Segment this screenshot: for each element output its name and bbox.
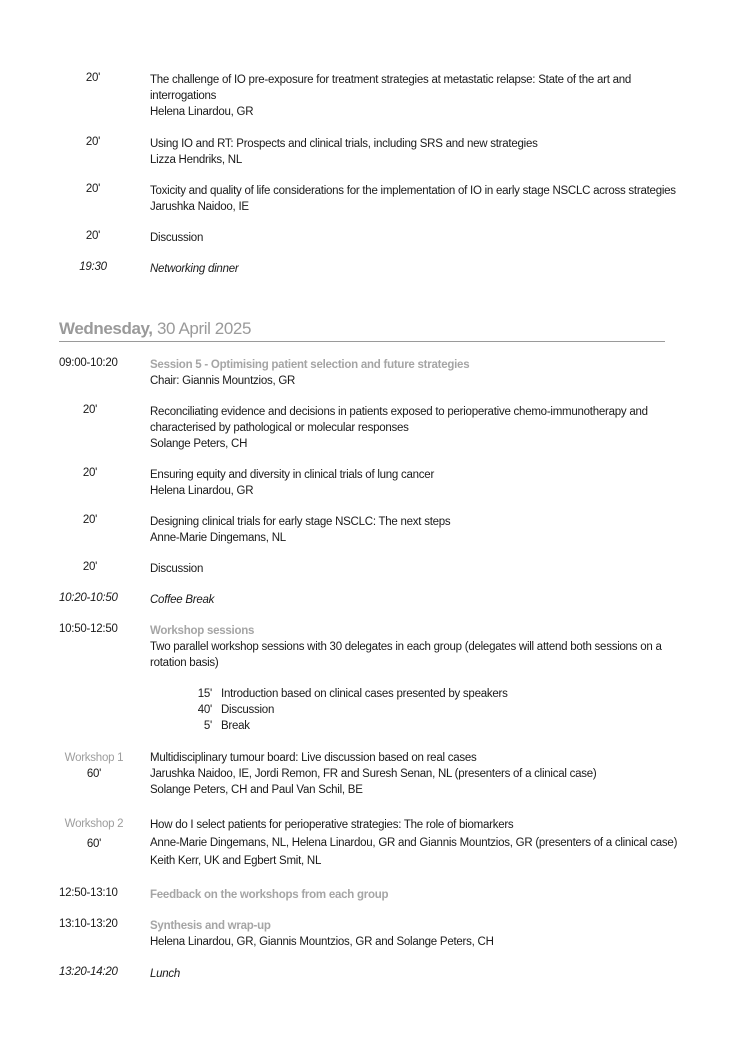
workshop-topic: How do I select patients for perioperative strategies: The role of biomarkers [150,819,514,831]
item-duration: 20' [82,467,98,479]
session-time: 09:00-10:20 [59,357,118,369]
schedule-minutes: 15' [197,688,212,700]
workshop-sessions [150,623,670,671]
day-date: 30 April 2025 [152,319,252,338]
dinner-time: 19:30 [79,261,107,273]
workshop-number: Workshop 2 [64,818,124,830]
agenda-item [150,467,670,499]
item-duration: 20' [82,514,98,526]
feedback-time: 12:50-13:10 [59,887,118,899]
workshop-number: Workshop 1 [64,752,124,764]
item-duration: 20' [82,561,98,573]
schedule-row [193,702,508,718]
discussion-label: Discussion [150,563,204,575]
synthesis-title: Synthesis and wrap-up [150,920,271,932]
speaker: Helena Linardou, GR [150,485,254,497]
synthesis [150,918,670,950]
schedule-label: Discussion [221,704,275,716]
day-name: Wednesday, [59,319,153,338]
talk-title-cont: interrogations [150,90,217,102]
agenda-item [150,183,676,215]
coffee-label: Coffee Break [150,594,215,606]
agenda-item [150,230,670,246]
synthesis-speakers: Helena Linardou, GR, Giannis Mountzios, GR and Solange Peters, CH [150,936,494,948]
item-duration: 20' [85,183,101,195]
speaker: Solange Peters, CH [150,438,248,450]
workshop-moderators: Solange Peters, CH and Paul Van Schil, BE [150,784,363,796]
feedback-title: Feedback on the workshops from each group [150,889,389,901]
workshop-desc: Two parallel workshop sessions with 30 delegates in each group (delegates will attend both sessions on a [150,641,662,653]
workshop-1 [150,750,670,798]
workshop-topic: Multidisciplinary tumour board: Live discussion based on real cases [150,752,477,764]
workshop-desc-cont: rotation basis) [150,657,219,669]
item-duration: 20' [85,136,101,148]
schedule-label: Introduction based on clinical cases presented by speakers [221,688,508,700]
schedule-row [193,718,508,734]
speaker: Jarushka Naidoo, IE [150,201,249,213]
speaker: Helena Linardou, GR [150,106,254,118]
session-title: Session 5 - Optimising patient selection and future strategies [150,359,470,371]
schedule-label: Break [221,720,250,732]
workshop-1-label [59,750,129,782]
agenda-item [150,404,670,452]
item-duration: 20' [85,72,101,84]
discussion-label: Discussion [150,232,204,244]
speaker: Lizza Hendriks, NL [150,154,243,166]
schedule-minutes: 5' [203,720,212,732]
item-duration: 20' [82,404,98,416]
workshop-schedule [193,686,508,734]
lunch-time: 13:20-14:20 [59,966,118,978]
coffee-time: 10:20-10:50 [59,592,118,604]
workshop-2-label [59,816,129,852]
session-5 [150,357,670,389]
talk-title-cont: characterised by pathological or molecular responses [150,422,409,434]
workshop-2 [150,816,678,870]
synthesis-time: 13:10-13:20 [59,918,118,930]
talk-title: The challenge of IO pre-exposure for treatment strategies at metastatic relapse: State of the art and [150,74,632,86]
talk-title: Designing clinical trials for early stage NSCLC: The next steps [150,516,451,528]
workshop-duration: 60' [86,768,102,780]
schedule-minutes: 40' [197,704,212,716]
talk-title: Ensuring equity and diversity in clinical trials of lung cancer [150,469,435,481]
workshop-presenters: Anne-Marie Dingemans, NL, Helena Linardou, GR and Giannis Mountzios, GR (presenters of a clinical case) [150,837,678,849]
talk-title: Reconciliating evidence and decisions in patients exposed to perioperative chemo-immunotherapy and [150,406,648,418]
speaker: Anne-Marie Dingemans, NL [150,532,286,544]
agenda-item [150,72,670,120]
schedule-row [193,686,508,702]
lunch-label: Lunch [150,968,181,980]
agenda-item [150,514,670,546]
workshop-title: Workshop sessions [150,625,255,637]
workshop-time: 10:50-12:50 [59,623,118,635]
talk-title: Toxicity and quality of life considerations for the implementation of IO in early stage NSCLC across strategies [150,185,676,197]
workshop-moderators: Keith Kerr, UK and Egbert Smit, NL [150,855,322,867]
dinner-label: Networking dinner [150,263,239,275]
talk-title: Using IO and RT: Prospects and clinical trials, including SRS and new strategies [150,138,538,150]
agenda-item [150,561,670,577]
session-chair: Chair: Giannis Mountzios, GR [150,375,296,387]
workshop-presenters: Jarushka Naidoo, IE, Jordi Remon, FR and Suresh Senan, NL (presenters of a clinical case) [150,768,597,780]
item-duration: 20' [85,230,101,242]
workshop-duration: 60' [86,838,102,850]
agenda-item [150,136,670,168]
day-heading [59,319,665,342]
